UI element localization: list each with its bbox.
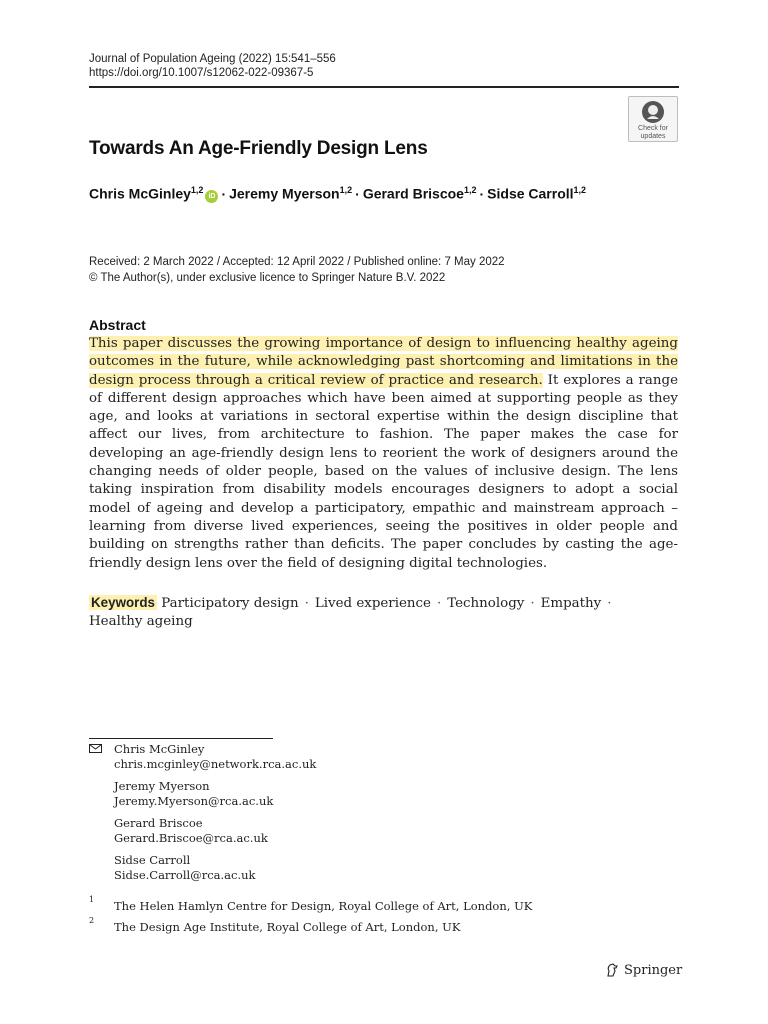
correspondence-entry — [114, 853, 256, 883]
correspondent-email[interactable]: Jeremy.Myerson@rca.ac.uk — [114, 794, 274, 808]
keywords-section — [89, 594, 678, 632]
keyword: Technology — [447, 596, 525, 611]
correspondence-entry — [114, 742, 316, 772]
author-affiliation-ref: 1,2 — [190, 185, 204, 195]
correspondence-entry — [114, 779, 273, 809]
correspondent-email[interactable]: Sidse.Carroll@rca.ac.uk — [114, 868, 256, 882]
keywords-label[interactable]: Keywords — [91, 595, 155, 610]
author-separator: · — [221, 185, 227, 202]
check-for-updates-icon — [641, 100, 665, 124]
affiliation-text: The Helen Hamlyn Centre for Design, Royal College of Art, London, UK — [114, 899, 533, 913]
journal-citation: Journal of Population Ageing (2022) 15:541–556 — [89, 53, 336, 65]
dates-line: Received: 2 March 2022 / Accepted: 12 April 2022 / Published online: 7 May 2022 — [89, 256, 505, 268]
footnote-divider — [89, 738, 273, 739]
correspondent-name: Sidse Carroll — [114, 853, 191, 867]
author-name[interactable]: Gerard Briscoe — [362, 185, 464, 202]
badge-label — [638, 125, 668, 140]
springer-horse-icon — [604, 962, 620, 978]
correspondent-name: Jeremy Myerson — [114, 779, 210, 793]
keyword-separator: · — [304, 596, 309, 611]
orcid-icon[interactable]: iD — [205, 190, 218, 203]
keyword: Participatory design — [161, 596, 299, 611]
badge-line-2: updates — [640, 132, 666, 140]
journal-header — [89, 52, 336, 80]
author-affiliation-ref: 1,2 — [463, 185, 477, 195]
affiliation-text: The Design Age Institute, Royal College of Art, London, UK — [114, 920, 461, 934]
correspondent-name: Gerard Briscoe — [114, 816, 203, 830]
doi-link[interactable]: https://doi.org/10.1007/s12062-022-09367-5 — [89, 67, 314, 79]
publisher-logo — [604, 962, 682, 978]
correspondence-entry — [114, 816, 268, 846]
author-affiliation-ref: 1,2 — [339, 185, 353, 195]
keyword-separator: · — [530, 596, 535, 611]
highlighted-text[interactable]: This paper discusses the growing importance of design to influencing healthy ageing outcomes in the future, while acknowledging past shortcoming and limitations in the design process through a critical review of practice and research. — [89, 336, 678, 388]
abstract-text — [89, 335, 678, 573]
header-divider — [89, 86, 679, 88]
author-name[interactable]: Sidse Carroll — [487, 185, 574, 202]
author-affiliation-ref: 1,2 — [573, 185, 587, 195]
keyword-separator: · — [436, 596, 442, 611]
correspondent-name: Chris McGinley — [114, 742, 205, 756]
publisher-name: Springer — [624, 962, 683, 978]
abstract-heading: Abstract — [89, 317, 146, 333]
affiliation-number: 1 — [89, 895, 95, 904]
author-separator: · — [479, 185, 485, 202]
author-list — [89, 185, 586, 203]
badge-line-1: Check for — [638, 125, 668, 132]
publication-dates — [89, 254, 505, 286]
keyword: Lived experience — [314, 596, 431, 611]
author-name[interactable]: Jeremy Myerson — [229, 185, 340, 202]
mail-icon — [89, 744, 102, 753]
copyright-line: © The Author(s), under exclusive licence to Springer Nature B.V. 2022 — [89, 272, 446, 284]
affiliation-number: 2 — [89, 916, 95, 925]
keyword-separator: · — [607, 596, 612, 611]
author-separator: · — [355, 185, 360, 202]
keyword: Healthy ageing — [89, 614, 193, 630]
correspondent-email[interactable]: Gerard.Briscoe@rca.ac.uk — [114, 831, 268, 845]
correspondent-email[interactable]: chris.mcginley@network.rca.ac.uk — [114, 757, 317, 771]
abstract-rest: It explores a range of different design approaches which have been aimed at supporting people as they age, and looks at variations in sectoral expertise within the design discipline that affect our lives, from architecture to fashion. The paper makes the case for developing an age-friendly design lens to reorient the work of designers around the changing needs of older people, based on the values of inclusive design. The lens taking inspiration from disability models encourages designers to adopt a social model of ageing and develop a participatory, empathic and mainstream approach – learning from diverse lived experiences, seeing the positives in older people and building on strengths rather than deficits. The paper concludes by casting the age-friendly design lens over the field of designing digital technologies. — [89, 372, 678, 571]
check-for-updates-badge[interactable] — [628, 96, 678, 142]
author-name[interactable]: Chris McGinley — [89, 185, 191, 202]
paper-title: Towards An Age-Friendly Design Lens — [89, 138, 428, 159]
keyword: Empathy — [540, 596, 602, 611]
